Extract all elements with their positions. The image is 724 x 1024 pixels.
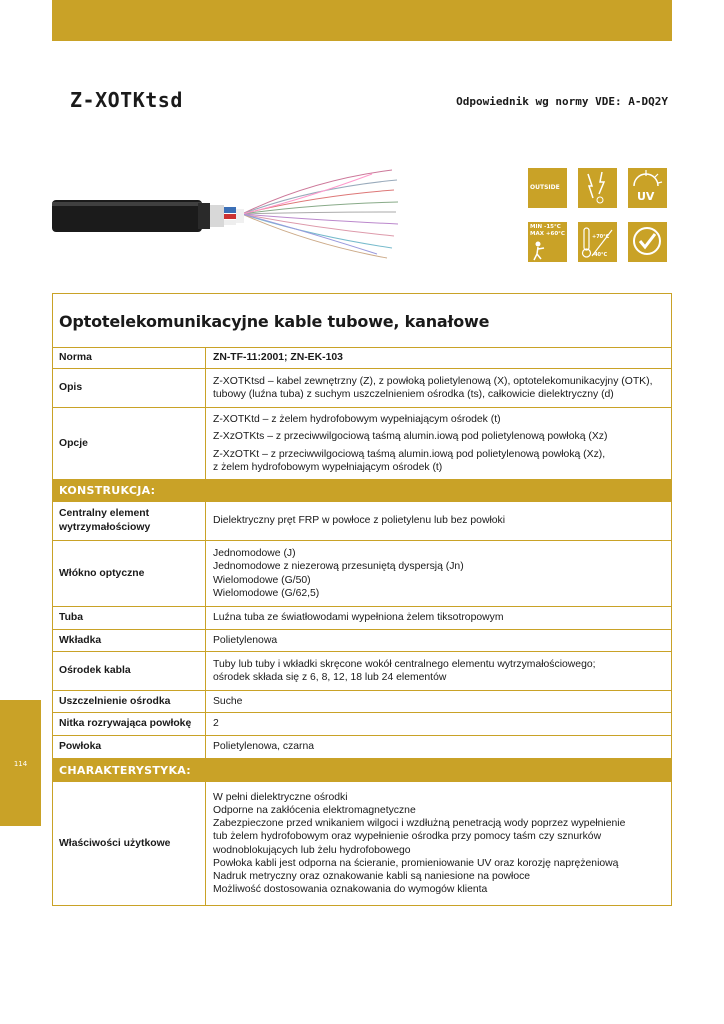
row-value: Luźna tuba ze światłowodami wypełniona żelem tiksotropowym [213, 612, 504, 624]
uv-icon: UV [628, 168, 667, 208]
row-value: 2 [213, 718, 219, 730]
page-title: Z-XOTKtsd [70, 88, 183, 112]
install-temp-icon: MIN -15°C MAX +60°C [528, 222, 567, 262]
row-value: Z-XOTKtd – z żelem hydrofobowym wypełniającym ośrodek (t) Z-XzOTKts – z przeciwwilgociową taśmą alumin.iową pod polietylenową powłoką (Xz) Z-XzOTKt – z przeciwwilgociową taśmą alumin.iową pod polietylenową powłoką (Xz), z żelem hydrofobowym wypełniającym ośrodek (t) [213, 414, 608, 473]
row-label: Opcje [59, 437, 88, 449]
row-value: ZN-TF-11:2001; ZN-EK-103 [213, 352, 343, 364]
row-osrodek [53, 651, 671, 690]
row-tuba [53, 606, 671, 629]
section-charakterystyka [53, 758, 671, 781]
row-centralny [53, 501, 671, 540]
fiber-fan-icon [242, 170, 398, 258]
checkmark-icon [628, 222, 667, 262]
section-konstrukcja [53, 479, 671, 501]
row-value: Z-XOTKtsd – kabel zewnętrzny (Z), z powłoką polietylenową (X), optotelekomunikacyjny (OTK), tubowy (luźna tuba) z suchym uszczelnieniem ośrodka (ts), całkowicie dielektryczny (d) [213, 375, 653, 400]
row-norma [53, 347, 671, 368]
row-value: Dielektryczny pręt FRP w powłoce z polietylenu lub bez powłoki [213, 515, 506, 527]
row-label: Centralny element wytrzymałościowy [59, 508, 151, 533]
row-label: Nitka rozrywająca powłokę [59, 718, 192, 729]
row-value: Polietylenowa, czarna [213, 741, 315, 753]
row-label: Uszczelnienie ośrodka [59, 695, 171, 707]
row-label: Tuba [59, 612, 84, 623]
row-value: Jednomodowe (J) Jednomodowe z niezerową przesuniętą dyspersją (Jn) Wielomodowe (G/50) Wielomodowe (G/62,5) [213, 548, 464, 599]
norm-equivalent: Odpowiednik wg normy VDE: A-DQ2Y [456, 95, 668, 108]
row-wkladka [53, 629, 671, 651]
row-value: W pełni dielektryczne ośrodki Odporne na zakłócenia elektromagnetyczne Zabezpieczone przed wnikaniem wilgoci i wzdłużną penetracją wody poprzez wypełnienie tub żelem hydrofobowym oraz wypełnienie ośrodka przy pomocy taśm czy sznurków wodnoblokujących lub żelu hydrofobowego Powłoka kabli jest odporna na ścieranie, promieniowanie UV oraz korozję naprężeniową Nadruk metryczny oraz oznakowanie kabli są naniesione na powłoce Możliwość dostosowania oznakowania do wymogów klienta [213, 791, 626, 896]
section-heading: KONSTRUKCJA: [59, 484, 156, 497]
outside-icon: OUTSIDE [528, 168, 567, 208]
row-value: Polietylenowa [213, 634, 278, 646]
row-wlasciwosci [53, 781, 671, 905]
top-accent-bar [52, 0, 672, 41]
row-label: Wkładka [59, 634, 102, 646]
row-label: Ośrodek kabla [59, 665, 131, 676]
row-opcje [53, 407, 671, 479]
spec-sheet [52, 293, 672, 906]
row-powloka [53, 735, 671, 758]
row-label: Włókno optyczne [59, 567, 145, 579]
row-wlokno [53, 540, 671, 606]
row-label: Norma [59, 352, 92, 363]
row-value: Tuby lub tuby i wkładki skręcone wokół centralnego elementu wytrzymałościowego; ośrodek składa się z 6, 8, 12, 18 lub 24 elementów [213, 658, 596, 683]
section-heading: CHARAKTERYSTYKA: [59, 763, 191, 777]
row-opis [53, 368, 671, 407]
row-label: Powłoka [59, 741, 102, 752]
lightning-icon [578, 168, 617, 208]
sheet-title: Optotelekomunikacyjne kable tubowe, kanałowe [59, 312, 490, 331]
row-value: Suche [213, 695, 243, 707]
row-label: Opis [59, 382, 83, 393]
cable-illustration [52, 160, 412, 270]
row-label: Właściwości użytkowe [59, 837, 171, 849]
row-nitka [53, 712, 671, 735]
feature-icons [528, 168, 668, 264]
page-number: 114 [13, 760, 28, 768]
row-uszczelnienie [53, 690, 671, 712]
temperature-icon: +70°C -40°C [578, 222, 617, 262]
